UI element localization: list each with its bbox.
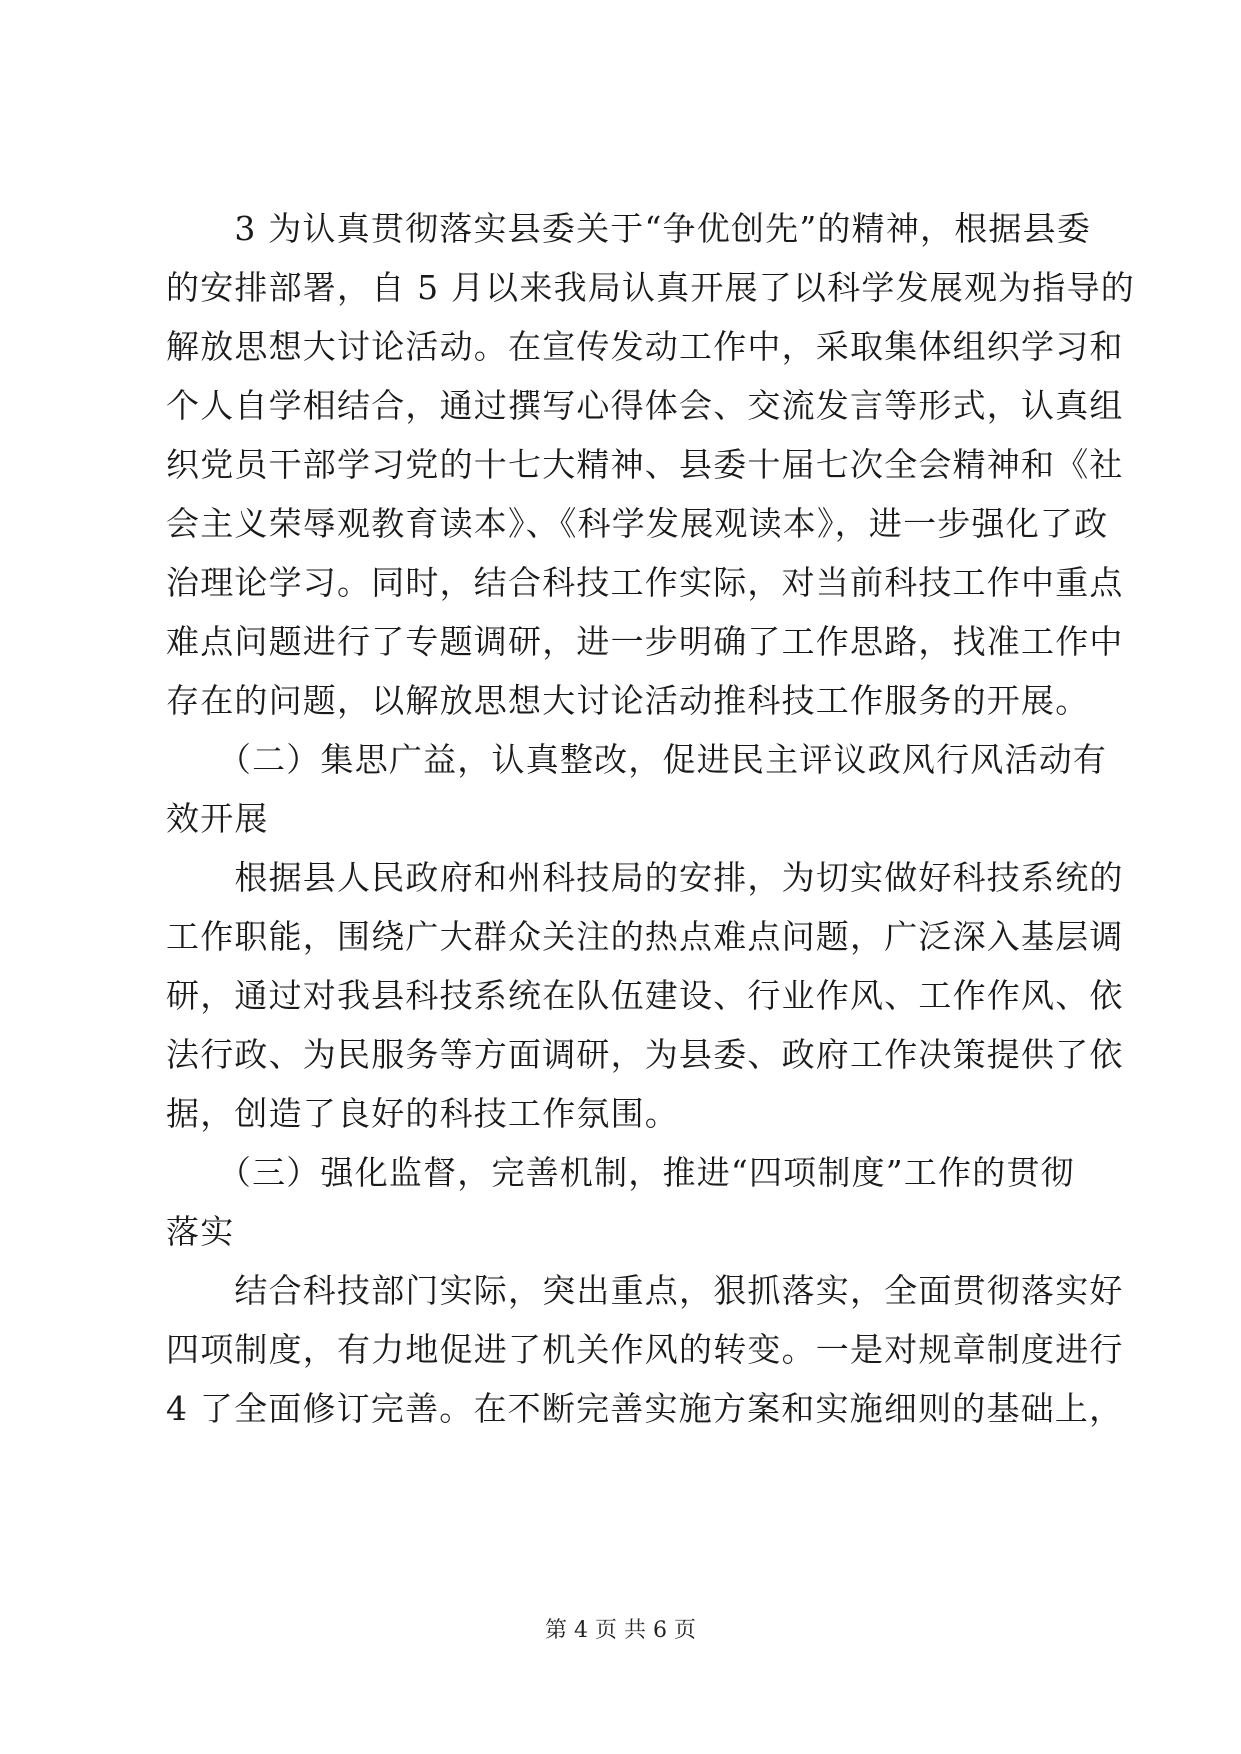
text-line: 解放思想大讨论活动。在宣传发动工作中，采取集体组织学习和 — [166, 327, 1124, 366]
text-line: 四项制度，有力地促进了机关作风的转变。一是对规章制度进行 — [166, 1330, 1124, 1369]
section-heading: 效开展 — [166, 799, 269, 838]
text-line: 个人自学相结合，通过撰写心得体会、交流发言等形式，认真组 — [166, 386, 1124, 425]
text-line: 结合科技部门实际，突出重点，狠抓落实，全面贯彻落实好 — [166, 1271, 1124, 1310]
section-heading: （三）强化监督，完善机制，推进“四项制度”工作的贯彻 — [166, 1153, 1075, 1192]
section-heading: （二）集思广益，认真整改，促进民主评议政风行风活动有 — [166, 740, 1108, 779]
section-heading: 落实 — [166, 1212, 235, 1251]
text-line: 3 为认真贯彻落实县委关于“争优创先”的精神，根据县委 — [166, 209, 1092, 248]
text-line: 工作职能，围绕广大群众关注的热点难点问题，广泛深入基层调 — [166, 917, 1124, 956]
text-line: 根据县人民政府和州科技局的安排，为切实做好科技系统的 — [166, 858, 1124, 897]
text-line: 难点问题进行了专题调研，进一步明确了工作思路，找准工作中 — [166, 622, 1124, 661]
text-line: 治理论学习。同时，结合科技工作实际，对当前科技工作中重点 — [166, 563, 1124, 602]
text-line: 织党员干部学习党的十七大精神、县委十届七次全会精神和《社 — [166, 445, 1124, 484]
text-line: 4 了全面修订完善。在不断完善实施方案和实施细则的基础上， — [166, 1389, 1124, 1428]
text-line: 据，创造了良好的科技工作氛围。 — [166, 1094, 679, 1133]
page-footer: 第 4 页 共 6 页 — [545, 1618, 696, 1643]
text-line: 会主义荣辱观教育读本》、《科学发展观读本》，进一步强化了政 — [166, 504, 1109, 543]
text-line: 存在的问题，以解放思想大讨论活动推科技工作服务的开展。 — [166, 681, 1090, 720]
text-line: 法行政、为民服务等方面调研，为县委、政府工作决策提供了依 — [166, 1035, 1124, 1074]
text-line: 的安排部署，自 5 月以来我局认真开展了以科学发展观为指导的 — [166, 268, 1135, 307]
text-line: 研，通过对我县科技系统在队伍建设、行业作风、工作作风、依 — [166, 976, 1124, 1015]
